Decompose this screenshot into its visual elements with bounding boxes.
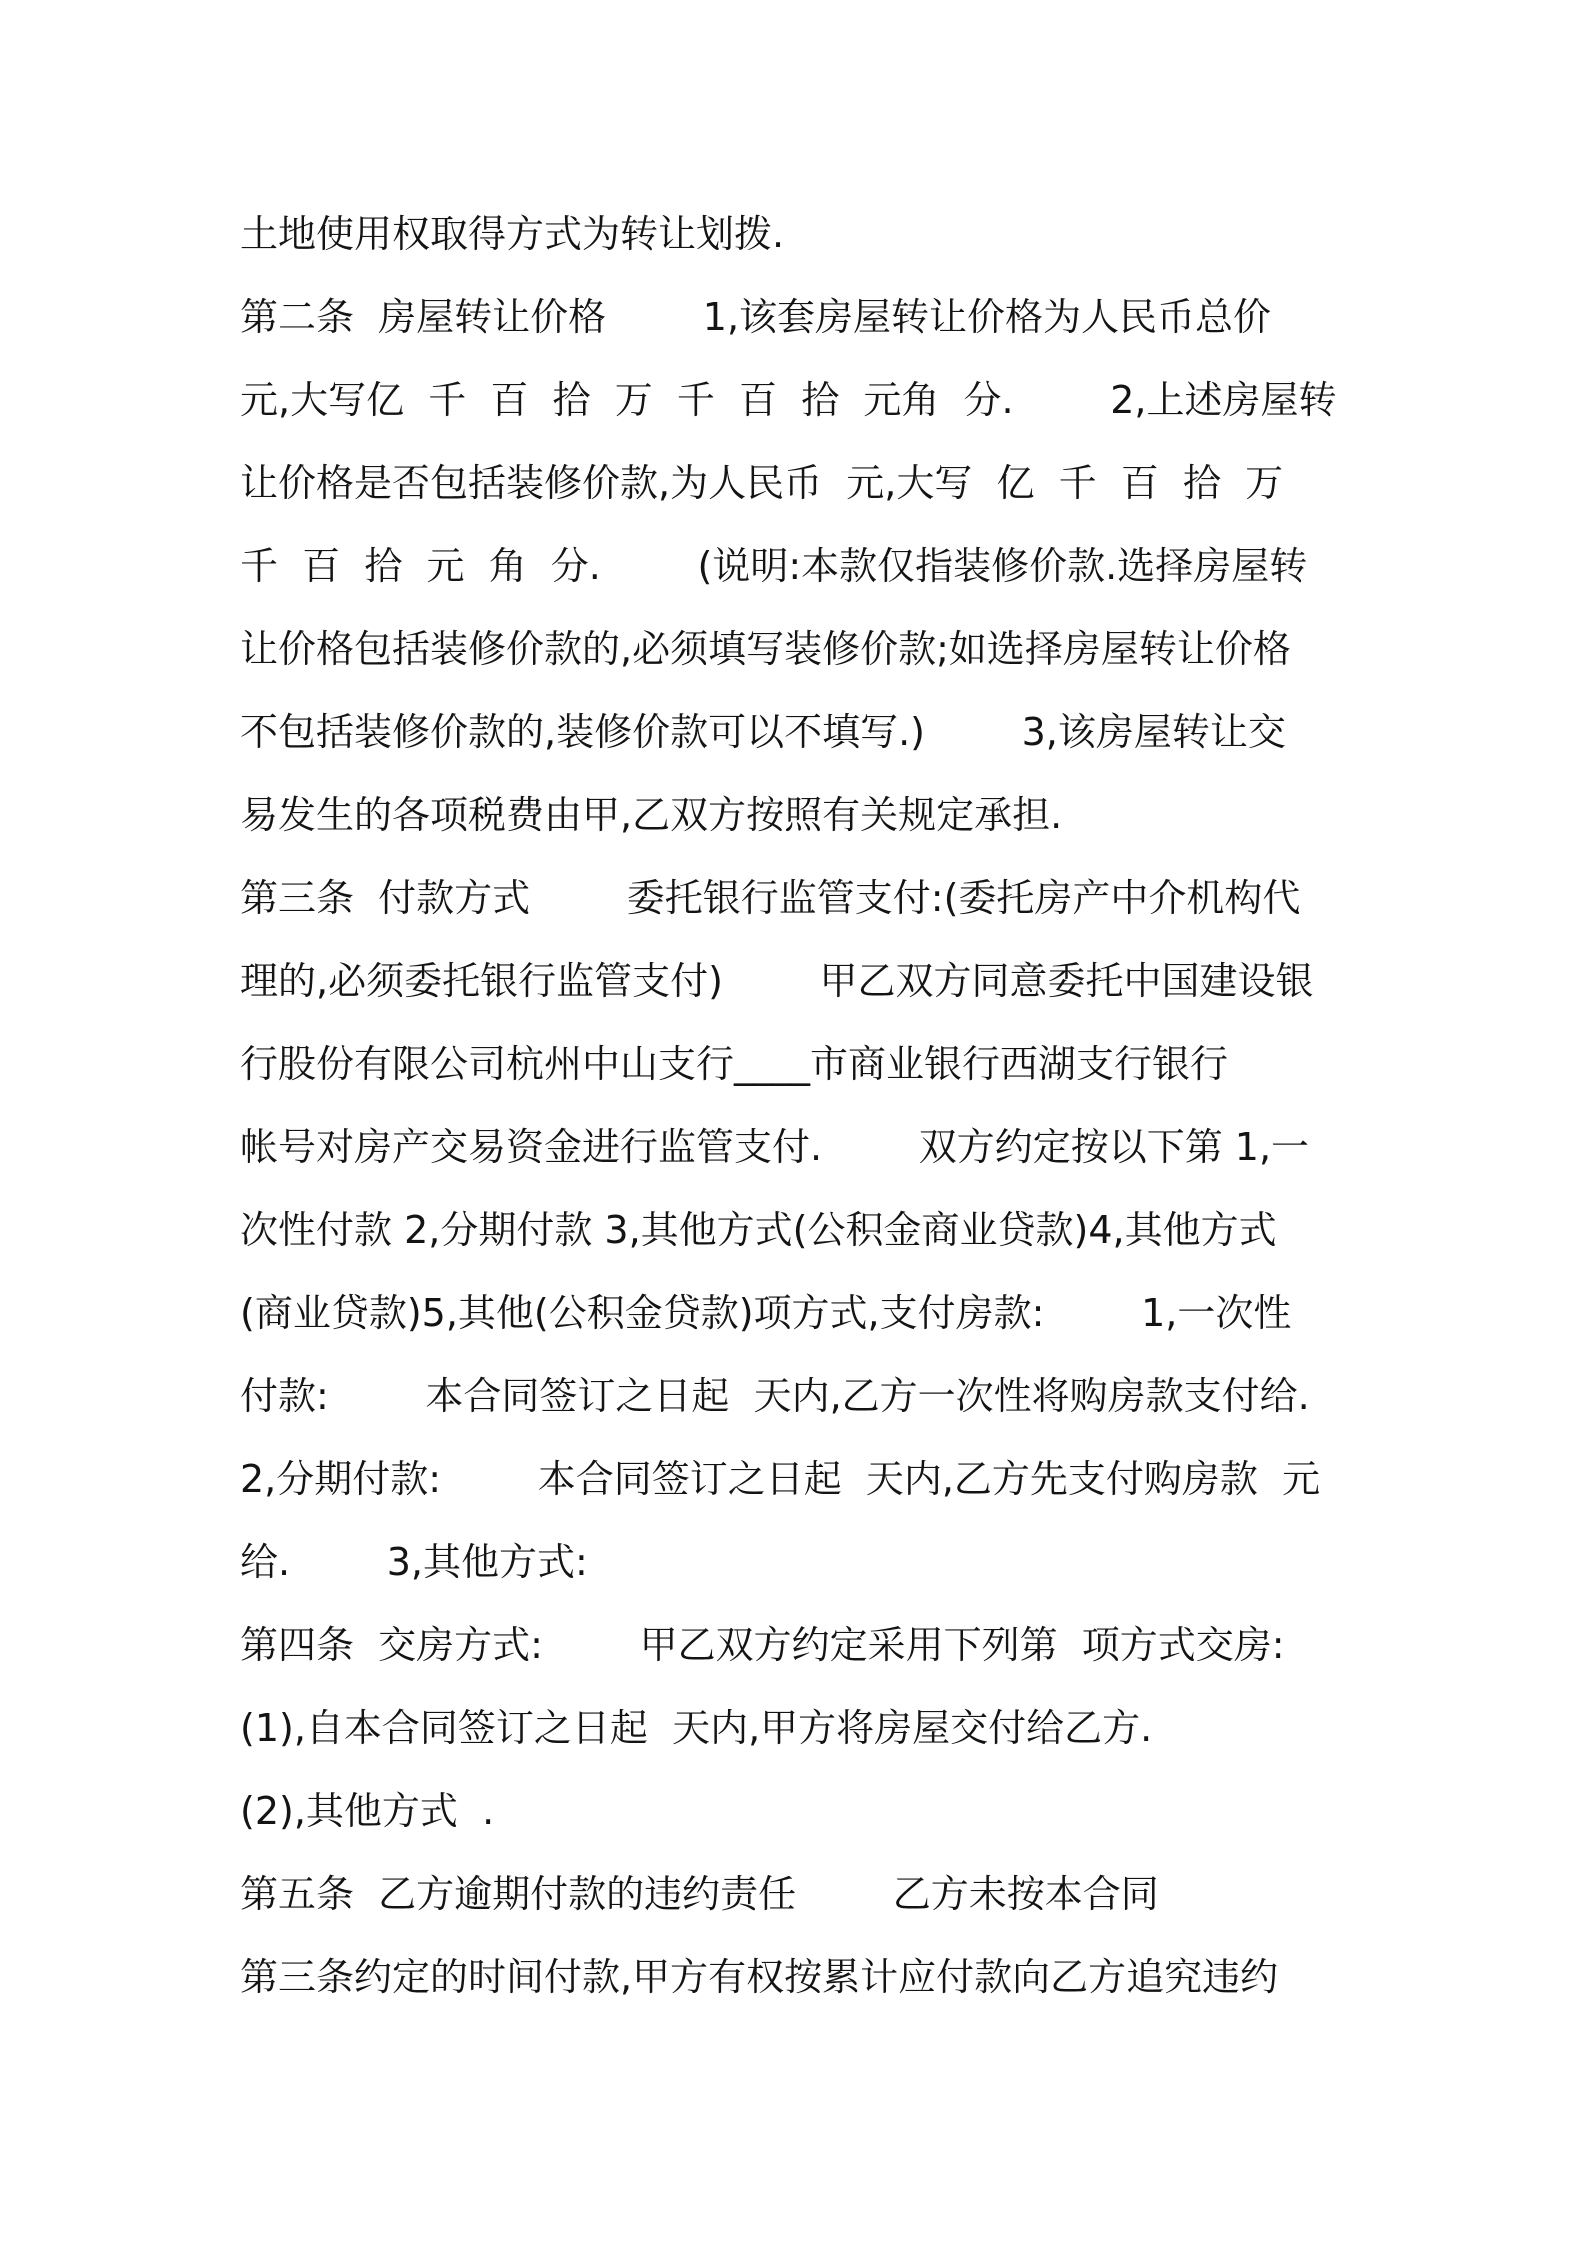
text-line: 帐号对房产交易资金进行监管支付. 双方约定按以下第 1,一 [240,1125,1310,1169]
text-line: 千 百 拾 元 角 分. (说明:本款仅指装修价款.选择房屋转 [240,544,1308,588]
text-line: (2),其他方式 . [240,1789,495,1833]
text-line: 次性付款 2,分期付款 3,其他方式(公积金商业贷款)4,其他方式 [240,1208,1277,1252]
text-line: 给. 3,其他方式: [240,1540,588,1584]
text-line: 行股份有限公司杭州中山支行____市商业银行西湖支行银行 [240,1042,1229,1086]
text-line: 让价格是否包括装修价款,为人民币 元,大写 亿 千 百 拾 万 [240,461,1284,505]
text-line: 付款: 本合同签订之日起 天内,乙方一次性将购房款支付给. [240,1374,1310,1418]
text-line: 土地使用权取得方式为转让划拨. [240,212,785,256]
text-line: (商业贷款)5,其他(公积金贷款)项方式,支付房款: 1,一次性 [240,1291,1292,1335]
text-line: 第四条 交房方式: 甲乙双方约定采用下列第 项方式交房: [240,1623,1285,1667]
text-line: 让价格包括装修价款的,必须填写装修价款;如选择房屋转让价格 [240,627,1291,671]
text-line: 理的,必须委托银行监管支付) 甲乙双方同意委托中国建设银 [240,959,1314,1003]
text-line: 第三条 付款方式 委托银行监管支付:(委托房产中介机构代 [240,876,1301,920]
text-line: 第二条 房屋转让价格 1,该套房屋转让价格为人民币总价 [240,295,1272,339]
text-line: 第五条 乙方逾期付款的违约责任 乙方未按本合同 [240,1872,1159,1916]
text-line: 2,分期付款: 本合同签订之日起 天内,乙方先支付购房款 元 [240,1457,1321,1501]
document-body [240,193,1360,2019]
text-line: 第三条约定的时间付款,甲方有权按累计应付款向乙方追究违约 [240,1955,1279,1999]
text-line: (1),自本合同签订之日起 天内,甲方将房屋交付给乙方. [240,1706,1153,1750]
text-line: 元,大写亿 千 百 拾 万 千 百 拾 元角 分. 2,上述房屋转 [240,378,1337,422]
text-line: 不包括装修价款的,装修价款可以不填写.) 3,该房屋转让交 [240,710,1286,754]
text-line: 易发生的各项税费由甲,乙双方按照有关规定承担. [240,793,1063,837]
